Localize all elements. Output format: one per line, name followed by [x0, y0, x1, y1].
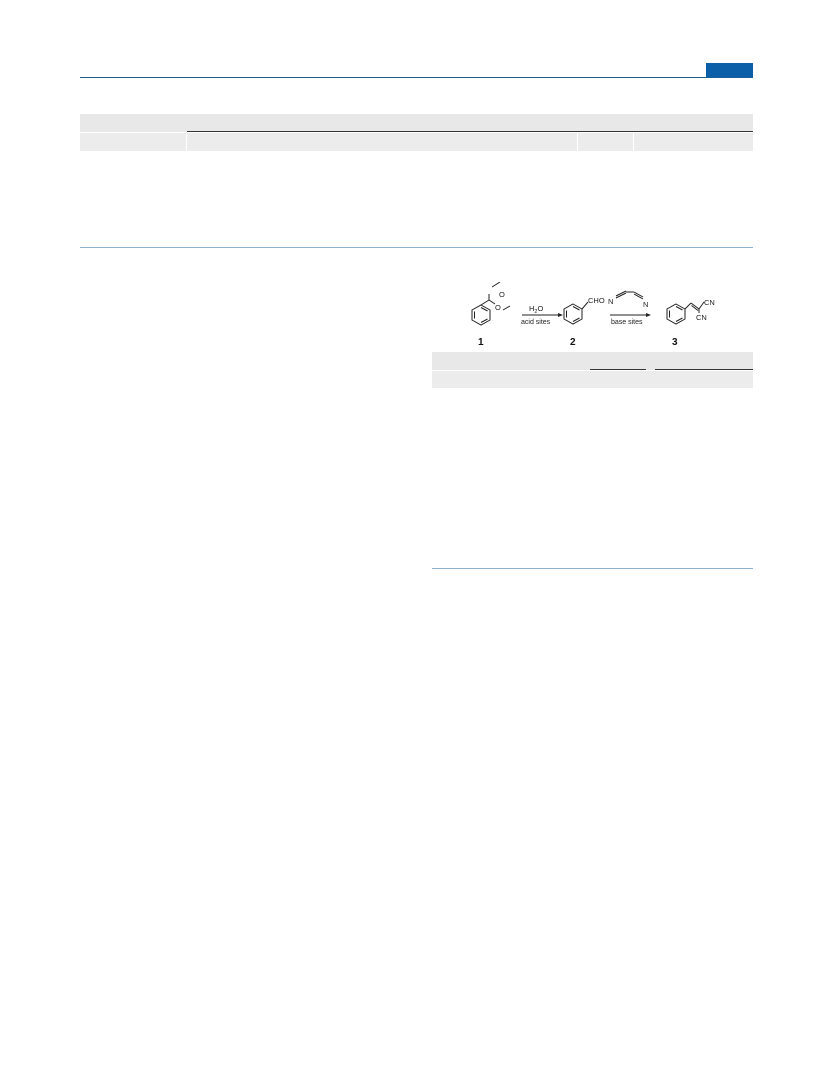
reagent-label: $H_2O$ [529, 304, 544, 315]
nitrile-group-label: CN [696, 313, 707, 322]
atom-N-label: N [608, 297, 614, 306]
benzene-ring-3 [667, 304, 685, 324]
condition-label: base sites [611, 319, 643, 326]
compound-number: 1 [478, 337, 484, 348]
table-2-header-row-2 [432, 371, 753, 388]
section-rule [432, 568, 753, 569]
condition-label: acid sites [521, 319, 551, 326]
reaction-scheme [432, 282, 753, 352]
aldehyde-group-label: CHO [588, 296, 605, 305]
atom-O-label: O [499, 290, 505, 299]
atom-O-label: O [495, 303, 501, 312]
benzene-ring-1 [472, 305, 490, 325]
table-2-header-row-1 [432, 352, 753, 370]
header-accent-tab [706, 63, 753, 77]
nitrile-group-label: CN [704, 298, 715, 307]
section-rule [80, 247, 753, 248]
table-1-header-row-2 [80, 133, 753, 151]
table-1-spanner-rule-1 [187, 131, 706, 132]
table-1-header [80, 114, 753, 151]
table-2-header [432, 352, 753, 388]
table-1-column-divider [577, 133, 578, 151]
compound-number: 2 [570, 337, 576, 348]
atom-N-label: N [643, 300, 649, 309]
benzene-ring-2 [564, 304, 582, 324]
table-1-column-divider [633, 133, 634, 151]
table-1-column-divider [186, 133, 187, 151]
table-1-spanner-rule-2 [635, 131, 753, 132]
table-1-header-row-1 [80, 114, 753, 132]
table-2-spanner-rule-1 [590, 369, 646, 370]
compound-number: 3 [672, 337, 678, 348]
header-rule [80, 77, 753, 78]
table-2-spanner-rule-2 [655, 369, 753, 370]
